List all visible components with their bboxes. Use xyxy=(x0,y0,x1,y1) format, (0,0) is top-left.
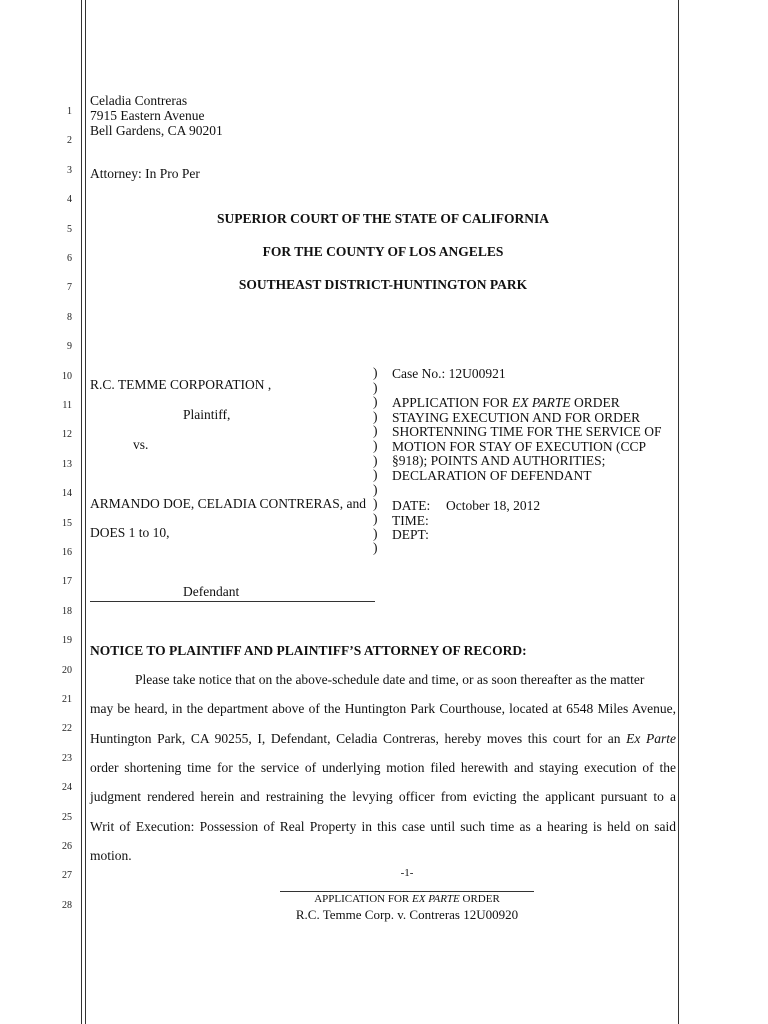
caption-underline xyxy=(90,601,375,602)
caption-title-line-3: SHORTENNING TIME FOR THE SERVICE OF xyxy=(392,424,662,440)
line-number: 8 xyxy=(67,311,72,323)
line-number: 26 xyxy=(62,841,72,852)
page-number: -1- xyxy=(400,867,414,879)
line-number: 18 xyxy=(62,605,72,617)
line-number: 2 xyxy=(67,135,72,147)
caption-paren: ) xyxy=(373,467,378,483)
line-number: 19 xyxy=(62,635,72,647)
line-number: 6 xyxy=(67,253,72,264)
line-number: 9 xyxy=(67,341,72,353)
caption-paren: ) xyxy=(373,408,378,424)
hearing-dept-label: DEPT: xyxy=(392,527,429,542)
right-margin-line xyxy=(678,0,679,1024)
line-number: 22 xyxy=(62,723,72,735)
line-number: 10 xyxy=(62,370,72,382)
line-number: 28 xyxy=(62,899,72,911)
defendant-names: ARMANDO DOE, CELADIA CONTRERAS, and xyxy=(90,496,366,511)
notice-body-line-1: Please take notice that on the above-schedule date and time, or as soon thereafter as the matter xyxy=(135,672,645,687)
does-line: DOES 1 to 10, xyxy=(90,525,170,540)
court-title-line-2: FOR THE COUNTY OF LOS ANGELES xyxy=(262,244,504,259)
line-number: 21 xyxy=(62,694,72,705)
caption-title-line-1: APPLICATION FOR EX PARTE ORDER xyxy=(392,395,620,410)
hearing-date-value: October 18, 2012 xyxy=(446,498,541,513)
line-number: 15 xyxy=(62,517,72,529)
caption-paren: ) xyxy=(373,365,378,380)
caption-paren: ) xyxy=(373,437,378,453)
caption-paren: ) xyxy=(373,379,378,395)
case-number: Case No.: 12U00921 xyxy=(392,366,506,381)
caption-paren: ) xyxy=(373,481,378,497)
party-street: 7915 Eastern Avenue xyxy=(90,108,205,123)
line-number: 5 xyxy=(67,223,72,235)
caption-title-line-5: §918); POINTS AND AUTHORITIES; xyxy=(392,453,606,469)
caption-paren: ) xyxy=(373,525,378,541)
defendant-label: Defendant xyxy=(183,584,240,599)
caption-paren: ) xyxy=(373,423,378,439)
line-number: 11 xyxy=(62,400,72,411)
caption-paren: ) xyxy=(373,496,378,512)
notice-body-line-3: Huntington Park, CA 90255, I, Defendant, Celadia Contreras, hereby moves this court for an Ex Parte xyxy=(90,731,676,746)
caption-parentheses xyxy=(373,366,378,556)
line-number: 13 xyxy=(62,458,72,470)
line-number: 27 xyxy=(62,870,72,882)
line-number: 23 xyxy=(62,752,72,764)
line-number: 4 xyxy=(67,194,72,206)
court-title-line-1: SUPERIOR COURT OF THE STATE OF CALIFORNIA xyxy=(216,211,550,226)
notice-body-line-2: may be heard, in the department above of the Huntington Park Courthouse, located at 6548 Miles Avenue, xyxy=(90,701,676,716)
footer-case-reference: R.C. Temme Corp. v. Contreras 12U00920 xyxy=(295,907,519,922)
line-number: 12 xyxy=(62,429,72,441)
hearing-date-label: DATE: xyxy=(392,498,431,513)
notice-body-line-6: Writ of Execution: Possession of Real Property in this case until such time as a hearing is held on said xyxy=(90,819,676,834)
caption-title-line-6: DECLARATION OF DEFENDANT xyxy=(392,468,592,483)
party-city: Bell Gardens, CA 90201 xyxy=(90,123,223,138)
footer-title: APPLICATION FOR EX PARTE ORDER xyxy=(314,893,500,905)
line-number: 25 xyxy=(62,811,72,823)
plaintiff-label: Plaintiff, xyxy=(183,407,231,422)
left-margin-line-inner xyxy=(85,0,86,1024)
party-name: Celadia Contreras xyxy=(90,93,188,108)
versus-label: vs. xyxy=(133,437,149,452)
line-number: 20 xyxy=(62,664,72,676)
line-number: 14 xyxy=(62,488,72,500)
left-margin-line-outer xyxy=(81,0,82,1024)
line-number: 7 xyxy=(67,282,72,294)
notice-body-line-4: order shortening time for the service of underlying motion filed herewith and staying execution of the xyxy=(90,760,676,775)
hearing-time-label: TIME: xyxy=(392,513,429,528)
line-number: 1 xyxy=(67,106,72,117)
notice-heading: NOTICE TO PLAINTIFF AND PLAINTIFF’S ATTORNEY OF RECORD: xyxy=(90,643,527,658)
notice-body-line-5: judgment rendered herein and restraining the levying officer from evicting the applicant pursuant to a xyxy=(90,789,676,804)
caption-paren: ) xyxy=(373,452,378,468)
caption-title-line-4: MOTION FOR STAY OF EXECUTION (CCP xyxy=(392,438,647,454)
footer-rule xyxy=(280,891,534,892)
line-number: 17 xyxy=(62,576,72,588)
plaintiff-name: R.C. TEMME CORPORATION , xyxy=(90,377,272,392)
line-number: 16 xyxy=(62,547,72,558)
line-number: 3 xyxy=(67,164,72,176)
court-title-line-3: SOUTHEAST DISTRICT-HUNTINGTON PARK xyxy=(238,277,528,292)
caption-paren: ) xyxy=(373,394,378,410)
notice-body-line-7: motion. xyxy=(90,848,132,863)
line-number: 24 xyxy=(62,782,72,794)
attorney-line: Attorney: In Pro Per xyxy=(90,166,200,181)
caption-title-line-2: STAYING EXECUTION AND FOR ORDER xyxy=(392,409,641,425)
caption-paren: ) xyxy=(373,510,378,526)
caption-paren: ) xyxy=(373,540,378,556)
